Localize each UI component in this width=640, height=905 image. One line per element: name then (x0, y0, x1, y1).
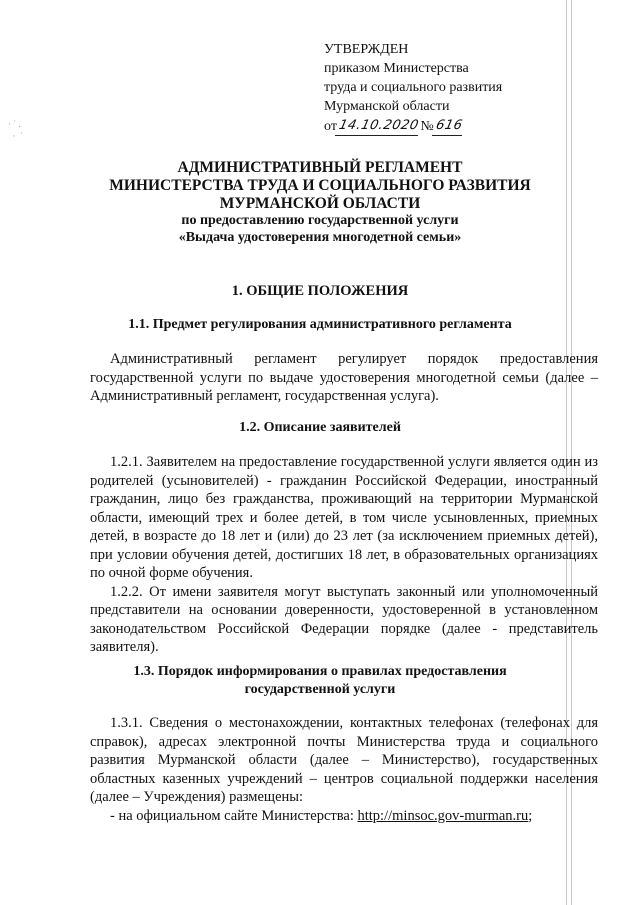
subsection-heading: 1.2. Описание заявителей (239, 420, 401, 435)
paragraph-text: 1.3.1. Сведения о местонахождении, контактных телефонах (телефонах для справок), адресах электронной почты Министерства труда и социального развития Мурманской области (далее – Министерство), государственных областных казенных учреждений – центров социальной поддержки населения (далее – Учреждения) размещены: (90, 715, 598, 805)
subtitle-line: «Выдача удостоверения многодетной семьи» (178, 230, 462, 245)
approval-line: Мурманской области (324, 99, 450, 114)
number-prefix: № (420, 119, 434, 134)
document-title (0, 159, 640, 213)
paragraph-1-3 (90, 714, 598, 825)
title-line: МУРМАНСКОЙ ОБЛАСТИ (219, 195, 421, 212)
paragraph-text: Административный регламент регулирует порядок предоставления государственной услуги по выдаче удостоверения многодетной семьи (далее – Административный регламент, государственная услуга). (90, 351, 598, 404)
subtitle-line: по предоставлению государственной услуги (181, 213, 459, 228)
scan-specks: · ˙ . · ˙ (8, 119, 23, 141)
approval-line: приказом Министерства (324, 61, 469, 76)
date-prefix: от (324, 119, 337, 134)
title-line: МИНИСТЕРСТВА ТРУДА И СОЦИАЛЬНОГО РАЗВИТИЯ (109, 177, 531, 194)
approval-line: УТВЕРЖДЕН (324, 42, 409, 57)
handwritten-date: 14.10.2020 (335, 116, 423, 136)
approval-date-line (324, 116, 502, 136)
heading-line: 1.3. Порядок информирования о правилах предоставления (133, 664, 507, 679)
heading-line: государственной услуги (244, 682, 396, 697)
subsection-heading (0, 663, 640, 699)
approval-stamp-block (324, 40, 502, 136)
subsection-heading: 1.1. Предмет регулирования административного регламента (128, 317, 512, 332)
bullet-suffix: ; (528, 807, 533, 824)
paragraph-text: 1.2.2. От имени заявителя могут выступать законный или уполномоченный представители на основании доверенности, удостоверенной в установленном законодательством Российской Федерации порядке (далее - представитель заявителя). (90, 583, 598, 655)
bullet-text: - на официальном сайте Министерства: (110, 807, 358, 824)
paragraph-1-2 (90, 453, 598, 657)
title-line: АДМИНИСТРАТИВНЫЙ РЕГЛАМЕНТ (177, 159, 463, 176)
approval-line: труда и социального развития (324, 80, 503, 95)
handwritten-number: 616 (432, 116, 467, 136)
section-heading: 1. ОБЩИЕ ПОЛОЖЕНИЯ (231, 283, 409, 299)
paragraph-1-1 (90, 350, 598, 406)
bullet-item (90, 807, 598, 826)
paragraph-text: 1.2.1. Заявителем на предоставление государственной услуги является один из родителей (усыновителей) - гражданин Российской Федерации, иностранный гражданин, лицо без гражданства, проживающий на территории Мурманской области, имеющий трех и более детей, в том числе усыновленных, приемных детей, в возрасте до 18 лет и (или) до 23 лет (за исключением приемных детей), при условии обучения детей, достигших 18 лет, в образовательных организациях по очной форме обучения. (90, 454, 598, 581)
ministry-website-link[interactable]: http://minsoc.gov-murman.ru (357, 807, 529, 824)
document-subtitle (0, 212, 640, 246)
